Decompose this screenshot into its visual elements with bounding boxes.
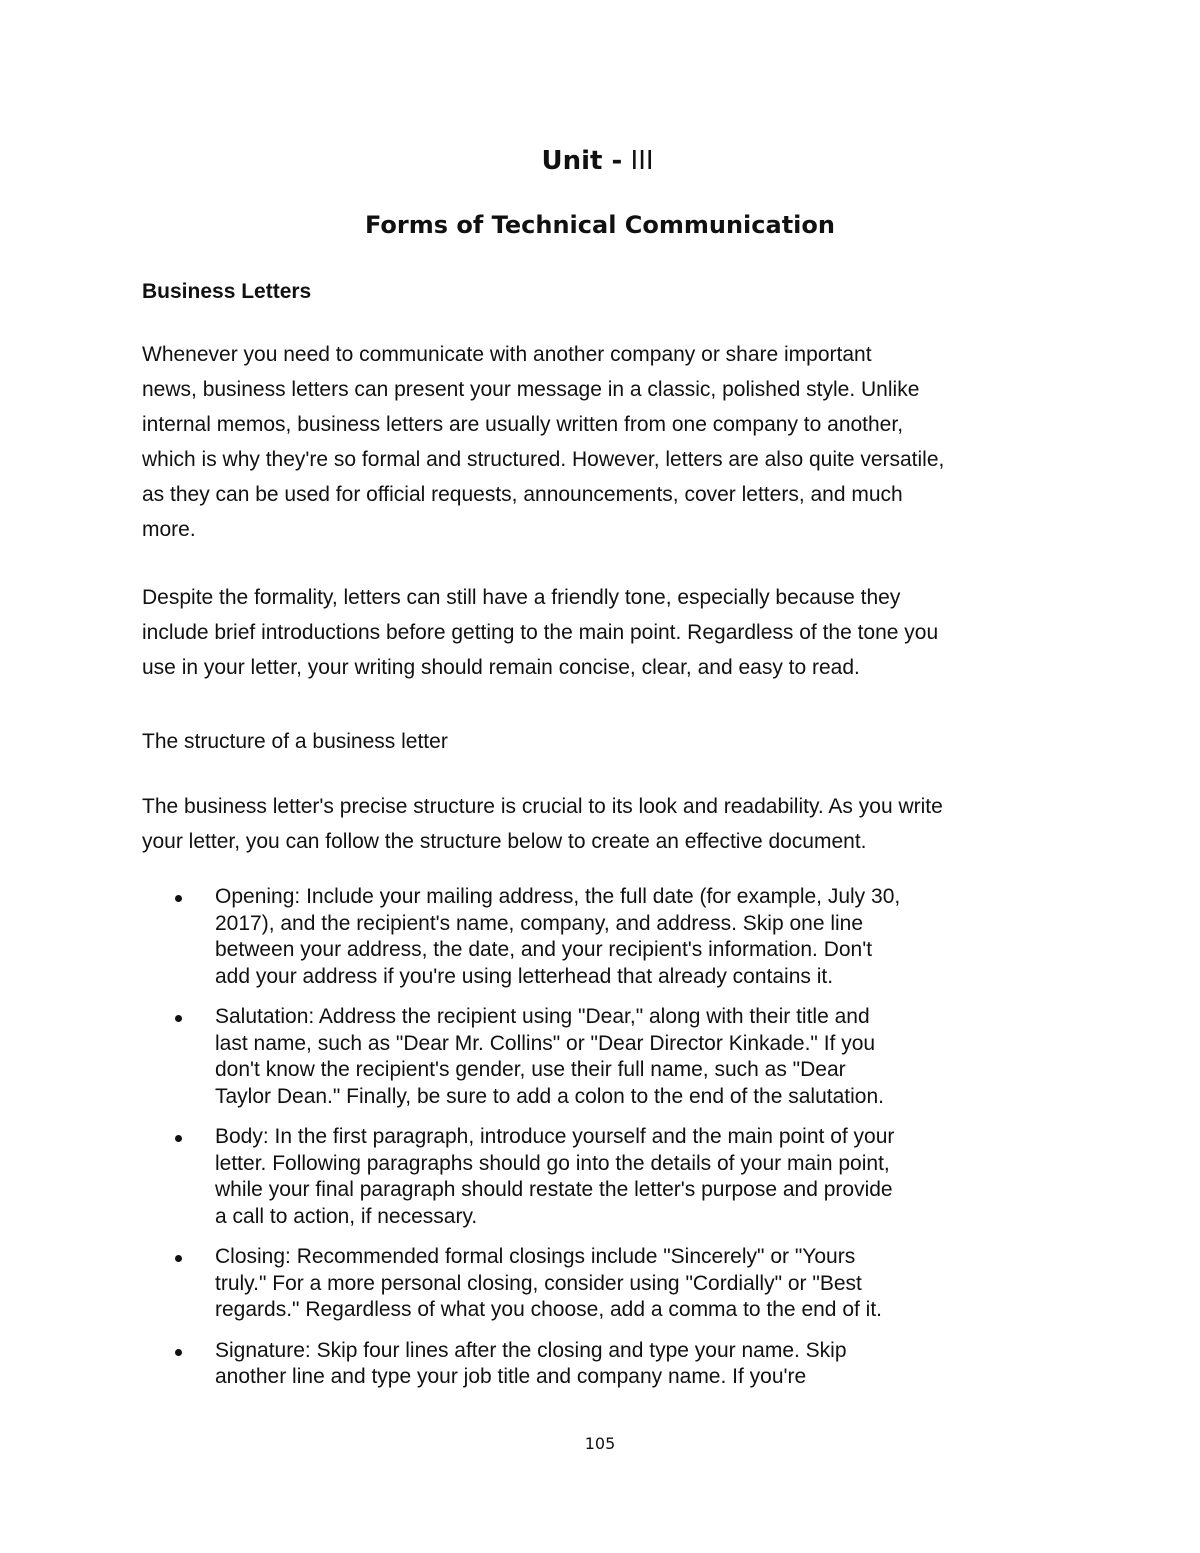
page-title: Forms of Technical Communication bbox=[365, 211, 835, 239]
paragraph-line: which is why they're so formal and structured. However, letters are also quite versatile, bbox=[142, 448, 945, 471]
list-item-line: truly." For a more personal closing, consider using "Cordially" or "Best bbox=[215, 1271, 862, 1295]
section-heading: Business Letters bbox=[142, 280, 312, 303]
bullet-icon bbox=[175, 1015, 182, 1022]
paragraph-line: Despite the formality, letters can still have a friendly tone, especially because they bbox=[142, 586, 901, 609]
list-item-line: a call to action, if necessary. bbox=[215, 1204, 478, 1228]
list-item-line: Opening: Include your mailing address, the full date (for example, July 30, bbox=[215, 885, 901, 908]
list-item-line: don't know the recipient's gender, use their full name, such as "Dear bbox=[215, 1058, 846, 1081]
paragraph-line: include brief introductions before getting to the main point. Regardless of the tone you bbox=[142, 621, 939, 644]
list-item-line: Salutation: Address the recipient using "Dear," along with their title and bbox=[215, 1005, 870, 1028]
bullet-icon bbox=[175, 895, 182, 902]
page-number: 105 bbox=[584, 1434, 616, 1453]
paragraph-intro bbox=[142, 337, 1062, 547]
list-item-body bbox=[142, 1124, 1042, 1230]
unit-label: Unit - bbox=[541, 146, 623, 176]
list-item-line: 2017), and the recipient's name, company, and address. Skip one line bbox=[215, 911, 864, 935]
bullet-icon bbox=[175, 1255, 182, 1262]
bullet-icon bbox=[175, 1135, 182, 1142]
list-item-line: Body: In the first paragraph, introduce yourself and the main point of your bbox=[215, 1125, 895, 1148]
structure-list bbox=[142, 884, 1042, 1405]
list-item-line: regards." Regardless of what you choose, add a comma to the end of it. bbox=[215, 1298, 882, 1321]
unit-title bbox=[0, 144, 1195, 178]
paragraph-line: as they can be used for official requests, announcements, cover letters, and much bbox=[142, 483, 903, 506]
list-item-salutation bbox=[142, 1004, 1042, 1110]
paragraph-structure bbox=[142, 789, 1062, 859]
list-item-line: letter. Following paragraphs should go into the details of your main point, bbox=[215, 1151, 890, 1175]
list-item-closing bbox=[142, 1244, 1042, 1324]
paragraph-line: Whenever you need to communicate with another company or share important bbox=[142, 343, 872, 366]
list-item-line: while your final paragraph should restate the letter's purpose and provide bbox=[215, 1178, 893, 1201]
unit-number: III bbox=[630, 146, 654, 176]
list-item-line: another line and type your job title and company name. If you're bbox=[215, 1365, 807, 1388]
list-item-line: last name, such as "Dear Mr. Collins" or "Dear Director Kinkade." If you bbox=[215, 1031, 876, 1055]
paragraph-line: more. bbox=[142, 518, 196, 541]
list-item-line: Signature: Skip four lines after the closing and type your name. Skip bbox=[215, 1338, 847, 1362]
paragraph-line: news, business letters can present your message in a classic, polished style. Unlike bbox=[142, 378, 920, 401]
list-item-line: Taylor Dean." Finally, be sure to add a colon to the end of the salutation. bbox=[215, 1084, 884, 1108]
list-item-line: add your address if you're using letterhead that already contains it. bbox=[215, 964, 834, 988]
subheading-structure: The structure of a business letter bbox=[142, 730, 448, 753]
paragraph-line: use in your letter, your writing should remain concise, clear, and easy to read. bbox=[142, 656, 860, 679]
paragraph-line: internal memos, business letters are usually written from one company to another, bbox=[142, 413, 904, 436]
bullet-icon bbox=[175, 1349, 182, 1356]
paragraph-line: your letter, you can follow the structure below to create an effective document. bbox=[142, 830, 867, 853]
list-item-line: between your address, the date, and your recipient's information. Don't bbox=[215, 938, 873, 961]
paragraph-line: The business letter's precise structure is crucial to its look and readability. As you write bbox=[142, 795, 943, 818]
paragraph-tone bbox=[142, 580, 1062, 685]
list-item-signature bbox=[142, 1338, 1042, 1391]
list-item-opening bbox=[142, 884, 1042, 990]
list-item-line: Closing: Recommended formal closings include "Sincerely" or "Yours bbox=[215, 1245, 856, 1268]
